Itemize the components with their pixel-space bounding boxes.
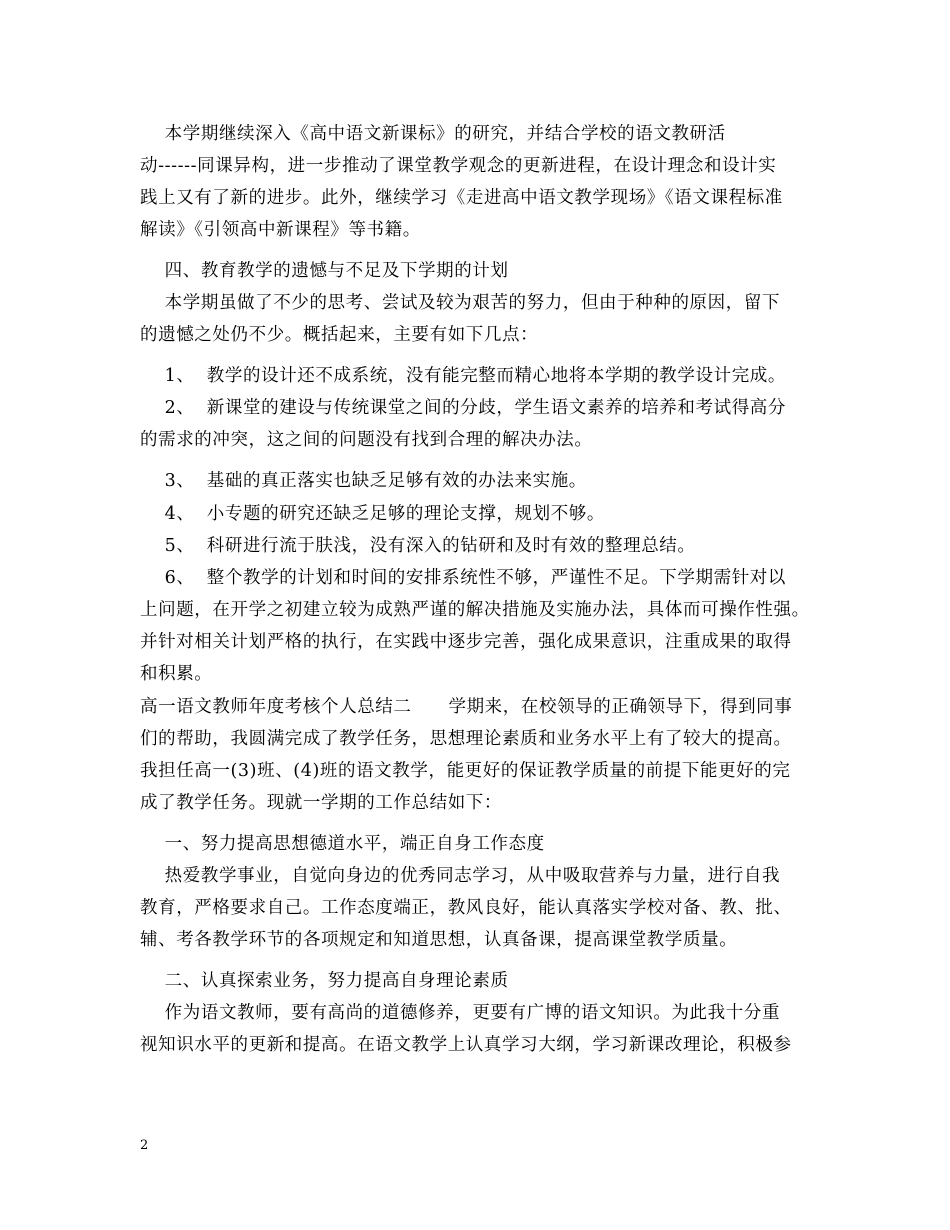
text-line: 四、教育教学的遗憾与不足及下学期的计划 [140, 261, 509, 281]
text-line: 3、 基础的真正落实也缺乏足够有效的办法来实施。 [140, 471, 587, 491]
text-line: 二、认真探索业务，努力提高自身理论素质 [140, 971, 509, 991]
text-line: 1、 教学的设计还不成系统，没有能完整而精心地将本学期的教学设计完成。 [140, 366, 787, 386]
text-line: 高一语文教师年度考核个人总结二 学期来，在校领导的正确领导下，得到同事 [140, 697, 793, 717]
text-line: 视知识水平的更新和提高。在语文教学上认真学习大纲，学习新课改理论，积极参 [140, 1035, 792, 1055]
text-line: 作为语文教师，要有高尚的道德修养，更要有广博的语文知识。为此我十分重 [140, 1003, 781, 1023]
text-line: 解读》《引领高中新课程》等书籍。 [140, 220, 421, 240]
text-line: 教育，严格要求自己。工作态度端正，教风良好，能认真落实学校对备、教、批、 [140, 898, 792, 918]
text-line: 的遗憾之处仍不少。概括起来，主要有如下几点： [140, 325, 539, 345]
text-line: 本学期虽做了不少的思考、尝试及较为艰苦的努力，但由于种种的原因，留下 [140, 293, 781, 313]
text-line: 动------同课异构，进一步推动了课堂教学观念的更新进程，在设计理念和设计实 [140, 156, 777, 176]
text-line: 成了教学任务。现就一学期的工作总结如下： [140, 793, 502, 813]
text-line: 4、 小专题的研究还缺乏足够的理论支撑，规划不够。 [140, 504, 606, 524]
text-line: 一、努力提高思想德道水平，端正自身工作态度 [140, 834, 545, 854]
text-line: 并针对相关计划严格的执行，在实践中逐步完善，强化成果意识，注重成果的取得 [140, 632, 792, 652]
page-number: 2 [140, 1138, 149, 1153]
text-line: 上问题，在开学之初建立较为成熟严谨的解决措施及实施办法，具体而可操作性强。 [140, 600, 810, 620]
text-line: 辅、考各教学环节的各项规定和知道思想，认真备课，提高课堂教学质量。 [140, 930, 738, 950]
text-line: 们的帮助，我圆满完成了教学任务，思想理论素质和业务水平上有了较大的提高。 [140, 729, 792, 749]
text-line: 和积累。 [140, 664, 213, 684]
text-line: 6、 整个教学的计划和时间的安排系统性不够，严谨性不足。下学期需针对以 [140, 568, 787, 588]
text-line: 的需求的冲突，这之间的问题没有找到合理的解决办法。 [140, 430, 593, 450]
text-line: 5、 科研进行流于肤浅，没有深入的钻研和及时有效的整理总结。 [140, 536, 696, 556]
text-line: 本学期继续深入《高中语文新课标》的研究，并结合学校的语文教研活 [140, 124, 726, 144]
text-line: 我担任高一(3)班、(4)班的语文教学，能更好的保证教学质量的前提下能更好的完 [140, 761, 791, 781]
text-line: 2、 新课堂的建设与传统课堂之间的分歧，学生语文素养的培养和考试得高分 [140, 398, 787, 418]
text-line: 热爱教学事业，自觉向身边的优秀同志学习，从中吸取营养与力量，进行自我 [140, 866, 781, 886]
text-line: 践上又有了新的进步。此外，继续学习《走进高中语文教学现场》《语文课程标准 [140, 188, 783, 208]
